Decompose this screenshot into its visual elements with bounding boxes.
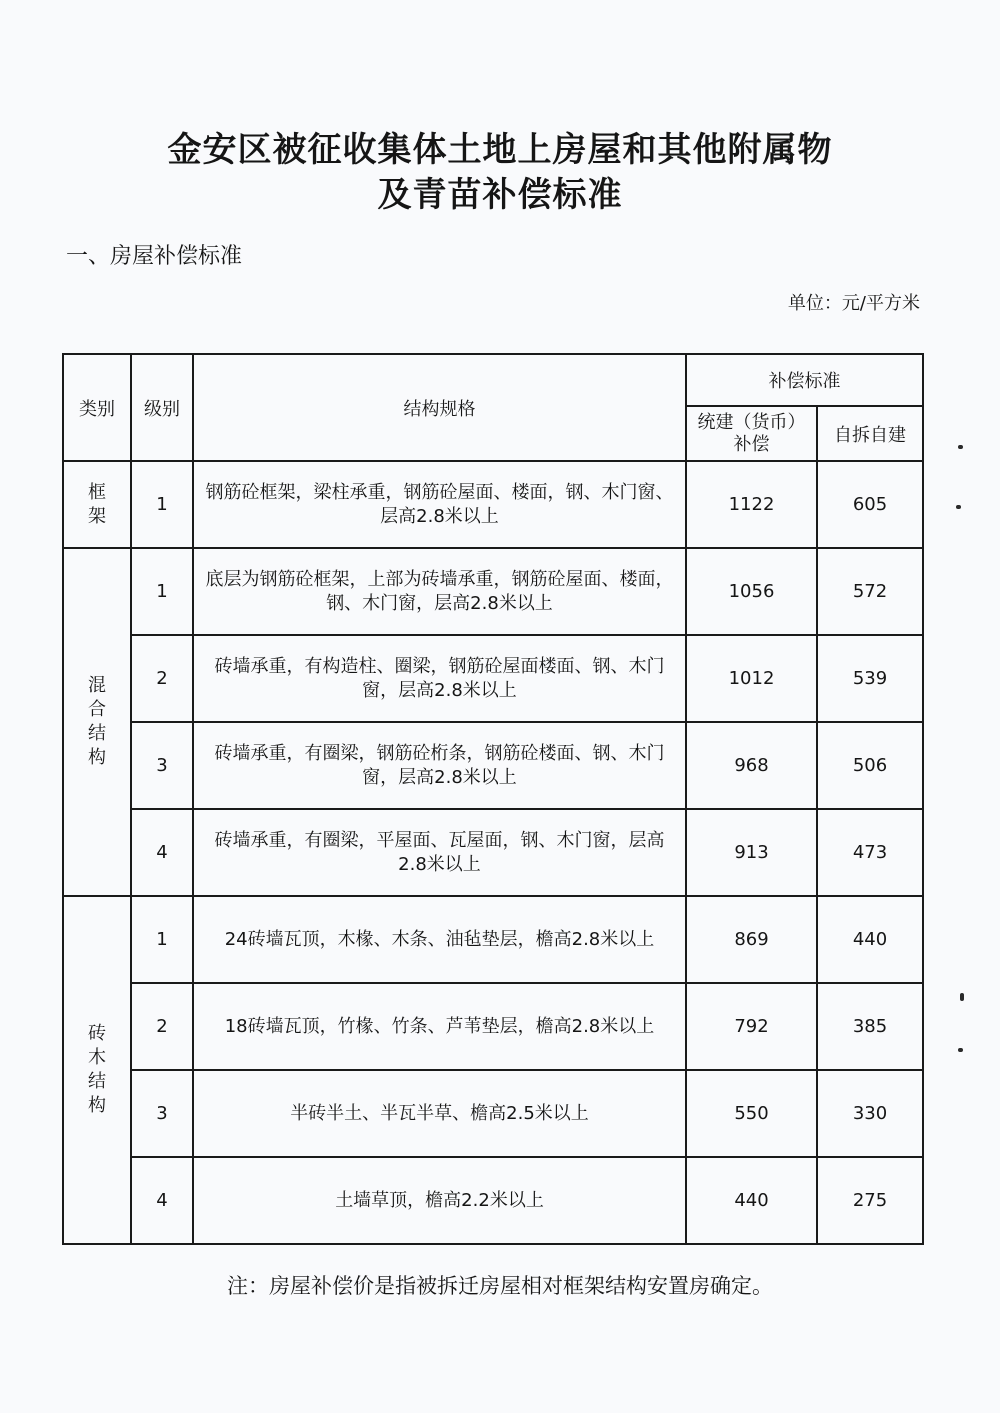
compensation-standard-table	[62, 353, 924, 1245]
header-self: 自拆自建	[817, 406, 923, 461]
spec-cell: 18砖墙瓦顶，竹椽、竹条、芦苇垫层，檐高2.8米以上	[193, 983, 686, 1070]
section-heading: 一、房屋补偿标准	[66, 244, 243, 269]
self-value-cell: 473	[817, 809, 923, 896]
level-cell: 1	[131, 896, 193, 983]
scan-mark-dot	[958, 1048, 963, 1052]
header-category: 类别	[63, 354, 131, 461]
unified-value-cell: 792	[686, 983, 817, 1070]
category-char: 构	[88, 1095, 106, 1116]
category-char: 构	[88, 747, 106, 768]
category-char: 木	[88, 1047, 106, 1068]
category-char: 砖	[88, 1023, 106, 1044]
self-value-cell: 605	[817, 461, 923, 548]
unified-value-cell: 968	[686, 722, 817, 809]
header-unified-line-1: 统建（货币）	[697, 411, 806, 433]
page-title	[0, 128, 1000, 218]
self-value-cell: 440	[817, 896, 923, 983]
level-cell: 2	[131, 983, 193, 1070]
category-char: 结	[88, 1071, 106, 1092]
level-cell: 2	[131, 635, 193, 722]
category-cell-brick-wood	[63, 896, 131, 1244]
table-row	[63, 1070, 923, 1157]
header-compensation: 补偿标准	[686, 354, 923, 406]
level-cell: 1	[131, 461, 193, 548]
category-char: 架	[88, 505, 106, 527]
spec-cell: 24砖墙瓦顶，木椽、木条、油毡垫层，檐高2.8米以上	[193, 896, 686, 983]
level-cell: 4	[131, 1157, 193, 1244]
table-row	[63, 983, 923, 1070]
unified-value-cell: 1056	[686, 548, 817, 635]
unified-value-cell: 1122	[686, 461, 817, 548]
scan-mark-dot	[956, 505, 961, 509]
header-unified	[686, 406, 817, 461]
table-row	[63, 1157, 923, 1244]
unit-label: 单位：元/平方米	[787, 293, 920, 314]
page-title-line-1: 金安区被征收集体土地上房屋和其他附属物	[167, 130, 833, 170]
self-value-cell: 539	[817, 635, 923, 722]
page-title-line-2: 及青苗补偿标准	[377, 175, 623, 215]
spec-cell: 土墙草顶，檐高2.2米以上	[193, 1157, 686, 1244]
scan-mark-dot	[960, 993, 964, 1001]
level-cell: 3	[131, 722, 193, 809]
spec-cell: 底层为钢筋砼框架，上部为砖墙承重，钢筋砼屋面、楼面，钢、木门窗，层高2.8米以上	[193, 548, 686, 635]
unified-value-cell: 1012	[686, 635, 817, 722]
unified-value-cell: 550	[686, 1070, 817, 1157]
self-value-cell: 506	[817, 722, 923, 809]
unified-value-cell: 869	[686, 896, 817, 983]
table-row	[63, 461, 923, 548]
category-char: 结	[88, 723, 106, 744]
level-cell: 1	[131, 548, 193, 635]
scan-mark-dot	[958, 445, 963, 449]
level-cell: 3	[131, 1070, 193, 1157]
category-cell-frame	[63, 461, 131, 548]
table-body	[63, 461, 923, 1244]
self-value-cell: 330	[817, 1070, 923, 1157]
category-char: 混	[88, 675, 106, 696]
table-row	[63, 635, 923, 722]
level-cell: 4	[131, 809, 193, 896]
category-char: 合	[88, 699, 106, 720]
unified-value-cell: 913	[686, 809, 817, 896]
table-row	[63, 809, 923, 896]
table-row	[63, 896, 923, 983]
header-unified-line-2: 补偿	[733, 433, 770, 455]
self-value-cell: 385	[817, 983, 923, 1070]
table-header-row	[63, 354, 923, 406]
category-cell-mixed	[63, 548, 131, 896]
unified-value-cell: 440	[686, 1157, 817, 1244]
spec-cell: 钢筋砼框架，梁柱承重，钢筋砼屋面、楼面，钢、木门窗、层高2.8米以上	[193, 461, 686, 548]
header-level: 级别	[131, 354, 193, 461]
spec-cell: 砖墙承重，有圈梁，平屋面、瓦屋面，钢、木门窗，层高2.8米以上	[193, 809, 686, 896]
table-row	[63, 548, 923, 635]
category-char: 框	[88, 481, 106, 503]
self-value-cell: 275	[817, 1157, 923, 1244]
self-value-cell: 572	[817, 548, 923, 635]
footnote: 注：房屋补偿价是指被拆迁房屋相对框架结构安置房确定。	[227, 1274, 773, 1298]
header-spec: 结构规格	[193, 354, 686, 461]
spec-cell: 砖墙承重，有圈梁，钢筋砼桁条，钢筋砼楼面、钢、木门窗，层高2.8米以上	[193, 722, 686, 809]
spec-cell: 半砖半土、半瓦半草、檐高2.5米以上	[193, 1070, 686, 1157]
table-row	[63, 722, 923, 809]
spec-cell: 砖墙承重，有构造柱、圈梁，钢筋砼屋面楼面、钢、木门窗，层高2.8米以上	[193, 635, 686, 722]
